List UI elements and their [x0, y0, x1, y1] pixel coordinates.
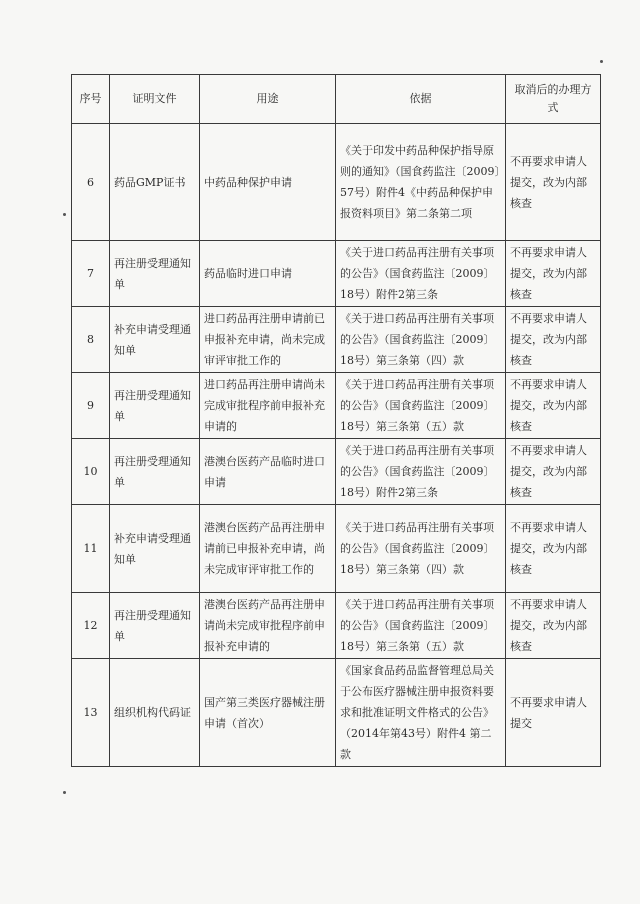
- row-use: 港澳台医药产品再注册申请前已申报补充申请，尚未完成审评审批工作的: [200, 505, 336, 593]
- row-document: 再注册受理通知单: [110, 373, 200, 439]
- row-document: 药品GMP证书: [110, 124, 200, 241]
- row-document: 组织机构代码证: [110, 659, 200, 767]
- row-use: 进口药品再注册申请尚未完成审批程序前申报补充申请的: [200, 373, 336, 439]
- row-use: 中药品种保护申请: [200, 124, 336, 241]
- row-no: 8: [72, 307, 110, 373]
- row-basis: 《关于进口药品再注册有关事项的公告》（国食药监注〔2009〕18号）附件2第三条: [336, 241, 506, 307]
- header-after-cancel: 取消后的办理方式: [506, 75, 601, 124]
- row-use: 进口药品再注册申请前已申报补充申请，尚未完成审评审批工作的: [200, 307, 336, 373]
- row-use: 国产第三类医疗器械注册申请（首次）: [200, 659, 336, 767]
- row-basis: 《国家食品药品监督管理总局关于公布医疗器械注册申报资料要求和批准证明文件格式的公告》（2014年第43号）附件4 第二款: [336, 659, 506, 767]
- row-after-cancel: 不再要求申请人提交，改为内部核查: [506, 307, 601, 373]
- row-after-cancel: 不再要求申请人提交，改为内部核查: [506, 439, 601, 505]
- scan-speck: [63, 791, 66, 794]
- row-after-cancel: 不再要求申请人提交，改为内部核查: [506, 373, 601, 439]
- table-header-row: [72, 75, 601, 124]
- row-basis: 《关于进口药品再注册有关事项的公告》（国食药监注〔2009〕18号）第三条第（四）款: [336, 505, 506, 593]
- header-use: 用途: [200, 75, 336, 124]
- row-after-cancel: 不再要求申请人提交: [506, 659, 601, 767]
- table-row: [72, 505, 601, 593]
- row-document: 再注册受理通知单: [110, 241, 200, 307]
- row-basis: 《关于进口药品再注册有关事项的公告》（国食药监注〔2009〕18号）第三条第（五）款: [336, 593, 506, 659]
- row-basis: 《关于进口药品再注册有关事项的公告》（国食药监注〔2009〕18号）第三条第（五）款: [336, 373, 506, 439]
- row-document: 补充申请受理通知单: [110, 505, 200, 593]
- row-after-cancel: 不再要求申请人提交，改为内部核查: [506, 124, 601, 241]
- table-row: [72, 373, 601, 439]
- table-row: [72, 241, 601, 307]
- row-no: 13: [72, 659, 110, 767]
- row-no: 6: [72, 124, 110, 241]
- row-basis: 《关于进口药品再注册有关事项的公告》（国食药监注〔2009〕18号）附件2第三条: [336, 439, 506, 505]
- row-document: 补充申请受理通知单: [110, 307, 200, 373]
- row-after-cancel: 不再要求申请人提交，改为内部核查: [506, 241, 601, 307]
- row-document: 再注册受理通知单: [110, 439, 200, 505]
- row-no: 11: [72, 505, 110, 593]
- scan-speck: [63, 213, 66, 216]
- header-document: 证明文件: [110, 75, 200, 124]
- table-row: [72, 124, 601, 241]
- row-use: 药品临时进口申请: [200, 241, 336, 307]
- row-after-cancel: 不再要求申请人提交，改为内部核查: [506, 505, 601, 593]
- row-no: 7: [72, 241, 110, 307]
- table-row: [72, 439, 601, 505]
- table-row: [72, 659, 601, 767]
- header-no: 序号: [72, 75, 110, 124]
- row-basis: 《关于进口药品再注册有关事项的公告》（国食药监注〔2009〕18号）第三条第（四）款: [336, 307, 506, 373]
- row-no: 12: [72, 593, 110, 659]
- row-basis: 《关于印发中药品种保护指导原则的通知》（国食药监注〔2009〕57号）附件4《中药品种保护申报资料项目》第二条第二项: [336, 124, 506, 241]
- row-no: 9: [72, 373, 110, 439]
- table-row: [72, 593, 601, 659]
- header-basis: 依据: [336, 75, 506, 124]
- row-no: 10: [72, 439, 110, 505]
- scan-speck: [600, 60, 603, 63]
- certificate-table: [71, 74, 601, 767]
- row-document: 再注册受理通知单: [110, 593, 200, 659]
- table-row: [72, 307, 601, 373]
- row-after-cancel: 不再要求申请人提交，改为内部核查: [506, 593, 601, 659]
- row-use: 港澳台医药产品再注册申请尚未完成审批程序前申报补充申请的: [200, 593, 336, 659]
- row-use: 港澳台医药产品临时进口申请: [200, 439, 336, 505]
